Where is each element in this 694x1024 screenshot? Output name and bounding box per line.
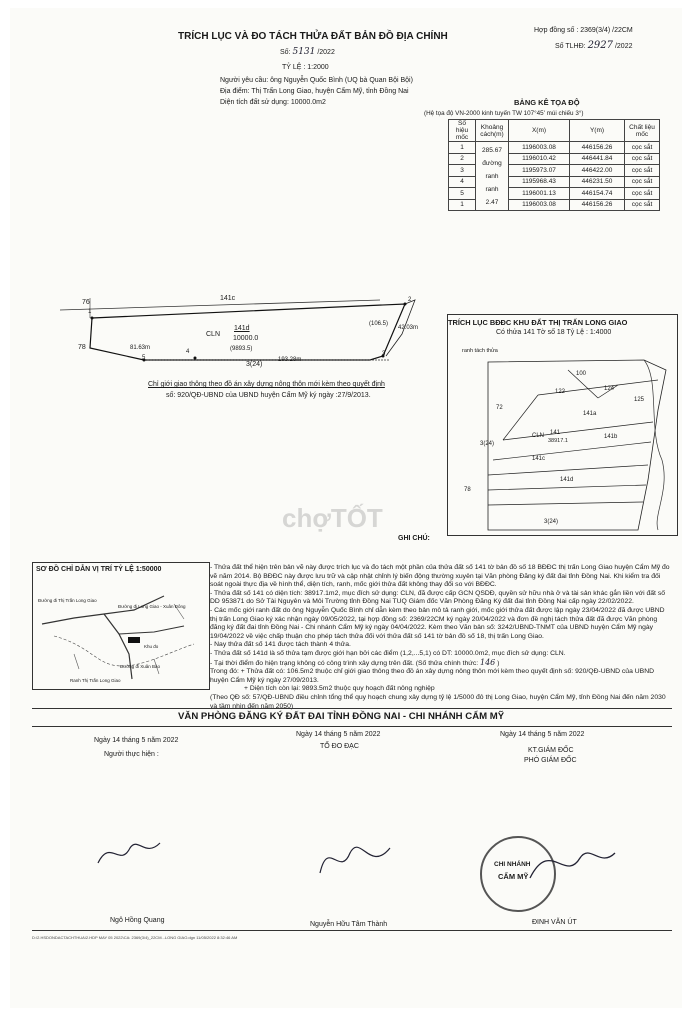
road-note-line2: số: 920/QĐ-UBND của UBND huyện Cẩm Mỹ ký ngày :27/9/2013. bbox=[166, 392, 371, 399]
contract-number: Hợp đồng số : 2369(3/4) /22CM bbox=[534, 27, 633, 34]
office-title: VĂN PHÒNG ĐĂNG KÝ ĐẤT ĐAI TỈNH ĐỒNG NAI - CHI NHÁNH CẨM MỸ bbox=[178, 711, 505, 722]
sig2-name: Nguyễn Hữu Tâm Thành bbox=[310, 921, 388, 928]
point-5-label: 5 bbox=[142, 355, 146, 361]
cell: 4 bbox=[449, 176, 476, 188]
cell: 1196001.13 bbox=[509, 188, 570, 200]
note-paragraph: - Nay thửa đất số 141 được tách thành 4 thửa. bbox=[210, 641, 351, 649]
so-label: Số: bbox=[280, 49, 291, 56]
col-header: Số hiệu mốc bbox=[449, 120, 476, 142]
inset-label: 78 bbox=[464, 487, 471, 493]
cell: 446154.74 bbox=[570, 188, 625, 200]
cell: cọc sắt bbox=[625, 165, 660, 177]
right-distance: 42.03m bbox=[398, 325, 419, 331]
col-header: X(m) bbox=[509, 120, 570, 142]
official-parcel-number: 146 bbox=[480, 657, 496, 667]
stamp-text-top: CHI NHÁNH bbox=[494, 861, 531, 868]
locator-map-title: SƠ ĐỒ CHỈ DẪN VỊ TRÍ TỶ LỆ 1:50000 bbox=[36, 566, 162, 573]
distance: ranh bbox=[485, 172, 499, 180]
requester: Người yêu cầu: ông Nguyễn Quốc Bình (UQ bà Quan Bội Bội) bbox=[220, 77, 413, 84]
road-area-label: (106.5) bbox=[369, 321, 389, 327]
point-1-label: 1 bbox=[88, 309, 92, 315]
parcel-subarea-label: (9893.5) bbox=[230, 346, 253, 352]
document-title: TRÍCH LỤC VÀ ĐO TÁCH THỬA ĐẤT BẢN ĐỒ ĐỊA CHÍNH bbox=[178, 31, 448, 42]
cell: 2 bbox=[449, 153, 476, 165]
document-number bbox=[280, 48, 335, 57]
note-text: - Tại thời điểm đo hiện trạng không có công trình xây dựng trên đất. (Số thửa chính thức: bbox=[210, 659, 479, 667]
coord-table-subtitle: (Hệ tọa độ VN-2000 kinh tuyến TW 107°45' múi chiếu 3°) bbox=[424, 110, 584, 117]
distance: 2.47 bbox=[485, 198, 499, 206]
inset-label: 100 bbox=[576, 371, 587, 377]
ghi-chu-label: GHI CHÚ: bbox=[398, 535, 430, 542]
parcel-78-label: 78 bbox=[78, 344, 86, 351]
note-paragraph: - Thửa đất số 141d là số thửa tạm được giới hạn bởi các điểm (1,2,...5,1) có DT: 10000.0m2, mục đích sử dụng: CLN. bbox=[210, 649, 566, 657]
note-paragraph: Trong đó: + Thửa đất có: 106.5m2 thuộc chỉ giới giao thông theo đồ án xây dựng nông thôn mới kèm theo quyết định số: 920/QĐ-UBND của UBND huyện Cẩm Mỹ ký ngày 27/09/2013. bbox=[210, 668, 655, 684]
distance-cell bbox=[476, 142, 509, 211]
cell: cọc sắt bbox=[625, 199, 660, 211]
cell: 446231.50 bbox=[570, 176, 625, 188]
note-paragraph: - Thửa đất thể hiện trên bản vẽ này được trích lục và đo tách một phần của thửa đất số 141 tờ bản đồ số 18 BĐĐC thị trấn Long Giao huyện Cẩm Mỹ đo vẽ năm 2014. Bộ BĐĐC này được lưu trữ và cập nhật chỉnh lý biến động thường xuyên tại Văn phòng Đăng ký đất đai tỉnh Đồng Nai. Khi kiểm tra đối soát ngoài thực địa về hình thể, diện tích, ranh, mốc giới thửa đất không thay đổi so với BĐĐC. bbox=[210, 564, 670, 589]
sig1-name: Ngô Hồng Quang bbox=[110, 917, 165, 924]
point-3-label: 3 bbox=[382, 351, 386, 357]
cell: 1195973.07 bbox=[509, 165, 570, 177]
footer-file-path: D:\2.HSDONDACTACHTHUA\2.HDP MAY 05 2022\CA: 2369(3/4)_22CM...LONG GIAO.dgn 11/05/2022 8:32:46 AM bbox=[32, 935, 238, 940]
so-value: 5131 bbox=[292, 47, 316, 57]
stamp-text-bottom: CẨM MỸ bbox=[498, 872, 529, 881]
signature-stroke bbox=[320, 847, 390, 873]
sig3-name: ĐINH VĂN ÚT bbox=[532, 919, 577, 926]
cell: cọc sắt bbox=[625, 142, 660, 154]
parcel-id-label: 141d bbox=[234, 325, 250, 332]
tlhd-value: 2927 bbox=[587, 40, 614, 51]
note-paragraph: (Theo QĐ số: 57/QĐ-UBND điều chỉnh tổng thể quy hoạch chung xây dựng tỷ lệ 1/5000 đô thị Long Giao, huyện Cẩm Mỹ, tỉnh Đồng Nai đến năm 2030 và tầm nhìn đến năm 2050) bbox=[210, 693, 666, 710]
sig1-date: Ngày 14 tháng 5 năm 2022 bbox=[94, 737, 179, 744]
watermark: chợTỐT bbox=[282, 503, 383, 533]
cell: 446422.00 bbox=[570, 165, 625, 177]
col-header: Chất liệu mốc bbox=[625, 120, 660, 142]
inset-area: 38917.1 bbox=[548, 438, 568, 444]
sig2-date: Ngày 14 tháng 5 năm 2022 bbox=[296, 731, 381, 738]
address: Địa điểm: Thị Trấn Long Giao, huyện Cẩm Mỹ, tỉnh Đồng Nai bbox=[220, 88, 409, 95]
locator-road-c: Đường đi Xuân Bảo bbox=[120, 664, 160, 669]
inset-parcel: 141 bbox=[550, 430, 561, 436]
parcel-area-label: 10000.0 bbox=[233, 335, 259, 342]
cell: 446156.26 bbox=[570, 142, 625, 154]
point-4-label: 4 bbox=[186, 349, 190, 355]
road-note-line1: Chỉ giới giao thông theo đồ án xây dựng nông thôn mới kèm theo quyết định bbox=[148, 381, 385, 388]
inset-line bbox=[488, 465, 648, 475]
cell: 1196010.42 bbox=[509, 153, 570, 165]
note-paragraph bbox=[210, 659, 672, 669]
locator-site-marker bbox=[128, 637, 140, 643]
inset-cln: CLN bbox=[532, 433, 545, 439]
cell: cọc sắt bbox=[625, 153, 660, 165]
inset-label: 141b bbox=[604, 434, 618, 440]
inset-map-title: TRÍCH LỤC BĐĐC KHU ĐẤT THỊ TRẤN LONG GIAO bbox=[448, 318, 628, 327]
signature-stroke bbox=[98, 843, 160, 863]
tlhd-label: Số TLHĐ: bbox=[555, 43, 586, 50]
table-row bbox=[449, 142, 660, 154]
cell: 1 bbox=[449, 199, 476, 211]
land-use-cln: CLN bbox=[206, 331, 221, 338]
inset-line bbox=[488, 502, 643, 505]
locator-area-label: Khu đo bbox=[144, 644, 159, 649]
bottom-distance: 193.28m bbox=[278, 357, 302, 363]
cell: 446441.84 bbox=[570, 153, 625, 165]
so-year: /2022 bbox=[317, 49, 335, 56]
inset-label: 3(24) bbox=[480, 441, 495, 447]
cell: 1196003.08 bbox=[509, 142, 570, 154]
distance: 285.67 bbox=[482, 146, 502, 154]
distance: ranh bbox=[485, 185, 499, 193]
cell: 1195968.43 bbox=[509, 176, 570, 188]
locator-boundary-label: Ranh Thị Trấn Long Giao bbox=[70, 678, 121, 683]
point-4 bbox=[194, 357, 197, 360]
cell: cọc sắt bbox=[625, 188, 660, 200]
inset-label: 124 bbox=[604, 386, 615, 392]
signature-stroke bbox=[530, 853, 615, 878]
sig3-signature bbox=[510, 828, 620, 898]
note-paragraph: - Thửa đất số 141 có diện tích: 38917.1m2, mục đích sử dụng: CLN, đã được cấp GCN QSDĐ, quyền sử hữu nhà ở và tài sản khác gắn liền với đất số DD 953871 do Sở Tài Nguyên và Môi Trường tỉnh Đồng Nai TUQ Giám đốc Văn Phòng Đăng Ký đất đai tỉnh Đồng Nai cấp ngày 22/02/2022. bbox=[210, 589, 665, 606]
parcel-76-label: 76 bbox=[82, 299, 90, 306]
sig3-role1: KT.GIÁM ĐỐC bbox=[528, 747, 574, 754]
sig3-date: Ngày 14 tháng 5 năm 2022 bbox=[500, 731, 585, 738]
tlhd-year: /2022 bbox=[614, 43, 633, 50]
inset-line bbox=[488, 485, 646, 490]
inset-line bbox=[493, 442, 651, 460]
cell: 446156.26 bbox=[570, 199, 625, 211]
point-2-label: 2 bbox=[408, 297, 412, 303]
inset-label: 72 bbox=[496, 405, 503, 411]
sig3-role2: PHÓ GIÁM ĐỐC bbox=[524, 757, 577, 764]
cell: 5 bbox=[449, 188, 476, 200]
side-distance: 81.63m bbox=[130, 345, 151, 351]
document-page bbox=[10, 8, 682, 1008]
table-header-row bbox=[449, 120, 660, 142]
col-header: Khoảng cách(m) bbox=[476, 120, 509, 142]
notes-block bbox=[210, 564, 672, 711]
point-2 bbox=[404, 303, 407, 306]
cell: 1196003.08 bbox=[509, 199, 570, 211]
inset-road bbox=[644, 360, 664, 530]
distance: đường bbox=[482, 159, 502, 167]
divider bbox=[32, 726, 672, 727]
sig1-role: Người thực hiện : bbox=[104, 751, 159, 758]
col-header: Y(m) bbox=[570, 120, 625, 142]
locator-road bbox=[119, 626, 184, 634]
divider bbox=[32, 708, 672, 709]
coord-table-title: BẢNG KÊ TỌA ĐỘ bbox=[514, 98, 580, 107]
inset-map-subtitle: Có thửa 141 Tờ số 18 Tỷ Lệ : 1:4000 bbox=[496, 329, 612, 336]
tlhd-number bbox=[555, 41, 633, 51]
coordinate-table bbox=[448, 119, 660, 211]
locator-road-a: Đường đi Thị Trấn Long Giao bbox=[38, 598, 97, 603]
locator-road-b: Đường đi Long Giao - Xuân Đông bbox=[118, 604, 186, 609]
divider bbox=[32, 930, 672, 931]
sig2-signature bbox=[310, 828, 400, 888]
inset-parcel-map bbox=[448, 340, 676, 532]
inset-label: 141d bbox=[560, 477, 574, 483]
sig1-signature bbox=[90, 828, 170, 878]
sig2-role: TỔ ĐO ĐẠC bbox=[320, 743, 359, 750]
note-paragraph: + Diện tích còn lại: 9893.5m2 thuộc quy hoạch đất nông nghiệp bbox=[244, 685, 435, 693]
cell: cọc sắt bbox=[625, 176, 660, 188]
inset-label: 122 bbox=[555, 389, 566, 395]
note-text: ) bbox=[497, 659, 500, 667]
scale-label: TỶ LỆ : 1:2000 bbox=[282, 64, 329, 71]
cell: 1 bbox=[449, 142, 476, 154]
note-paragraph: - Các mốc giới ranh đất do ông Nguyễn Quốc Bình chỉ dẫn kèm theo bản mô tả ranh giới, mốc giới thửa đất được lập ngày 23/04/2022 đã được UBND thị trấn Long Giao ký xác nhận ngày 09/05/2022, tại hợp đồng số: 2369/22CM ký ngày 20/04/2022 và đơn đề nghị tách thửa đất đã được Văn phòng đăng ký đất đai tỉnh Đồng Nai - Chi nhánh Cẩm Mỹ ký ngày 04/04/2022. Kèm theo Văn bản số: 3242/UBND-TNMT của UBND huyện Cẩm Mỹ ngày 19/04/2022 về việc chấp thuận cho phép tách thửa đối với thửa đất số 141 tờ bản đồ số 18, thị trấn Long Giao. bbox=[210, 606, 665, 640]
inset-label: 3(24) bbox=[544, 519, 559, 525]
inset-label: 125 bbox=[634, 397, 645, 403]
parcel-141c-label: 141c bbox=[220, 295, 236, 302]
cell: 3 bbox=[449, 165, 476, 177]
bottom-road-label: 3(24) bbox=[246, 361, 263, 368]
inset-ranh-label: ranh tách thửa bbox=[462, 348, 498, 354]
inset-line bbox=[503, 422, 653, 440]
inset-label: 141a bbox=[583, 411, 597, 417]
inset-label: 141c bbox=[532, 456, 546, 462]
land-area: Diện tích đất sử dụng: 10000.0m2 bbox=[220, 99, 326, 106]
